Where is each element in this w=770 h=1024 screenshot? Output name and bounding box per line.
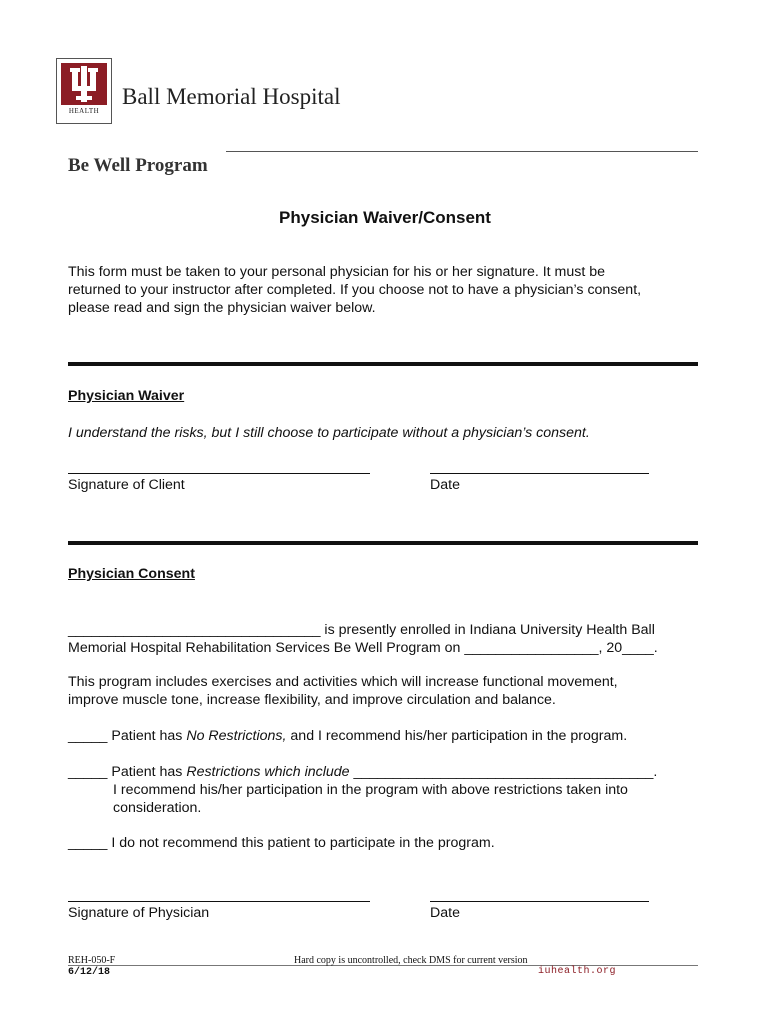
waiver-statement: I understand the risks, but I still choose to participate without a physician’s consent. xyxy=(68,425,590,441)
hospital-name: Ball Memorial Hospital xyxy=(122,84,341,109)
option-emphasis: Restrictions which include xyxy=(186,764,350,780)
physician-signature-line[interactable] xyxy=(68,901,370,902)
option-emphasis: No Restrictions, xyxy=(186,728,287,744)
enrollment-line: ________________________________ is presently enrolled in Indiana University Health Ball xyxy=(68,622,655,638)
option-suffix: ______________________________________. xyxy=(349,764,658,780)
option-continuation xyxy=(113,781,628,817)
program-line: This program includes exercises and activities which will increase functional movement, xyxy=(68,674,618,690)
waiver-date-line[interactable] xyxy=(430,473,649,474)
option-line: I recommend his/her participation in the program with above restrictions taken into xyxy=(113,782,628,798)
physician-signature-label: Signature of Physician xyxy=(68,905,210,921)
intro-line: This form must be taken to your personal physician for his or her signature. It must be xyxy=(68,264,606,280)
option-prefix: _____ Patient has xyxy=(68,728,187,744)
page-title: Physician Waiver/Consent xyxy=(279,208,491,227)
footer-note: Hard copy is uncontrolled, check DMS for current version xyxy=(294,955,528,966)
intro-line: please read and sign the physician waiver below. xyxy=(68,300,376,316)
enrollment-line: Memorial Hospital Rehabilitation Services Be Well Program on _________________, 20____. xyxy=(68,640,658,656)
option-prefix: _____ Patient has xyxy=(68,764,187,780)
program-title: Be Well Program xyxy=(68,155,208,176)
trident-icon xyxy=(61,63,107,105)
consent-date-line[interactable] xyxy=(430,901,649,902)
waiver-date-label: Date xyxy=(430,477,460,493)
iu-health-logo xyxy=(56,58,112,124)
form-code: REH-050-F xyxy=(68,955,116,966)
header-divider xyxy=(226,151,698,152)
consent-heading: Physician Consent xyxy=(68,566,195,582)
section-divider xyxy=(68,362,698,366)
intro-line: returned to your instructor after completed. If you choose not to have a physician’s consent, xyxy=(68,282,642,298)
footer-url: iuhealth.org xyxy=(538,966,617,977)
option-not-recommended[interactable]: _____ I do not recommend this patient to participate in the program. xyxy=(68,835,495,851)
client-signature-line[interactable] xyxy=(68,473,370,474)
option-line: consideration. xyxy=(113,800,202,816)
program-line: improve muscle tone, increase flexibility, and improve circulation and balance. xyxy=(68,692,556,708)
section-divider xyxy=(68,541,698,545)
program-description xyxy=(68,673,618,709)
option-with-restrictions[interactable] xyxy=(68,763,657,781)
waiver-heading: Physician Waiver xyxy=(68,388,185,404)
logo-text: HEALTH xyxy=(68,107,100,115)
option-no-restrictions[interactable] xyxy=(68,727,627,745)
enrollment-paragraph xyxy=(68,621,658,657)
client-signature-label: Signature of Client xyxy=(68,477,185,493)
form-date: 6/12/18 xyxy=(68,967,111,978)
consent-date-label: Date xyxy=(430,905,460,921)
intro-paragraph xyxy=(68,263,641,317)
option-suffix: and I recommend his/her participation in the program. xyxy=(286,728,628,744)
